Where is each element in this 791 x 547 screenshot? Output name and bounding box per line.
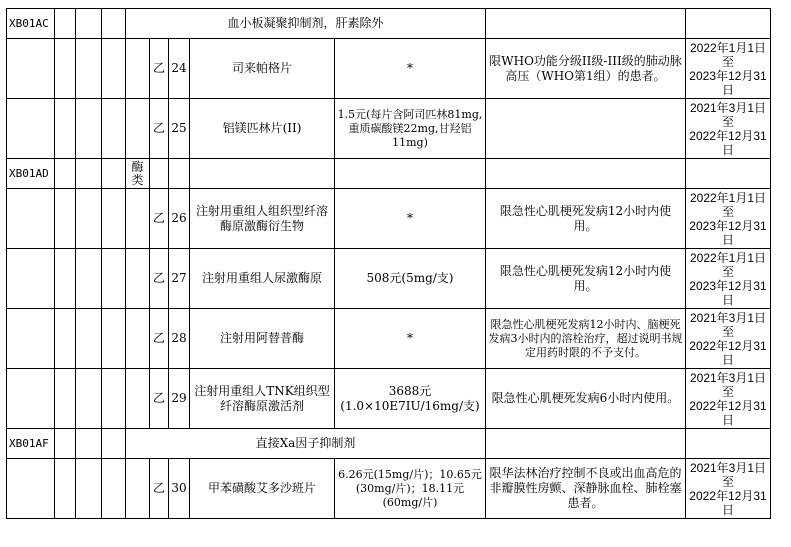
- date-to: 至: [721, 114, 734, 129]
- drug-category: 乙: [150, 249, 169, 309]
- empty-cell: [102, 429, 126, 459]
- drug-number: 27: [169, 249, 190, 309]
- date-end: 2022年12月31日: [689, 398, 767, 427]
- empty-cell: [486, 429, 686, 459]
- drug-validity: [686, 369, 771, 429]
- empty-cell: [126, 309, 150, 369]
- empty-cell: [102, 249, 126, 309]
- date-start: 2022年1月1日: [689, 250, 767, 265]
- drug-number: 29: [169, 369, 190, 429]
- empty-cell: [102, 459, 126, 519]
- drug-name: 甲苯磺酸艾多沙班片: [190, 459, 335, 519]
- empty-cell: [7, 99, 55, 159]
- empty-cell: [76, 99, 102, 159]
- date-to: 至: [721, 264, 734, 279]
- empty-cell: [102, 39, 126, 99]
- drug-limit: 限华法林治疗控制不良或出血高危的非瓣膜性房颤、深静脉血栓、肺栓塞患者。: [486, 459, 686, 519]
- section-title: 直接Xa因子抑制剂: [126, 429, 486, 459]
- empty-cell: [55, 159, 76, 189]
- empty-cell: [76, 249, 102, 309]
- empty-cell: [486, 9, 686, 39]
- empty-cell: [55, 99, 76, 159]
- drug-number: 28: [169, 309, 190, 369]
- empty-cell: [150, 159, 169, 189]
- empty-cell: [7, 189, 55, 249]
- empty-cell: [126, 249, 150, 309]
- empty-cell: [169, 159, 190, 189]
- drug-price: *: [335, 309, 486, 369]
- drug-row: [7, 189, 771, 249]
- empty-cell: [102, 369, 126, 429]
- date-start: 2021年3月1日: [689, 370, 767, 385]
- empty-cell: [55, 39, 76, 99]
- empty-cell: [102, 309, 126, 369]
- drug-number: 24: [169, 39, 190, 99]
- empty-cell: [55, 369, 76, 429]
- drug-validity: [686, 189, 771, 249]
- drug-price: *: [335, 39, 486, 99]
- date-start: 2022年1月1日: [689, 40, 767, 55]
- empty-cell: [55, 189, 76, 249]
- empty-cell: [126, 39, 150, 99]
- section-code: XB01AC: [7, 9, 55, 39]
- drug-validity: [686, 309, 771, 369]
- date-to: 至: [721, 204, 734, 219]
- section-row: [7, 159, 771, 189]
- drug-number: 26: [169, 189, 190, 249]
- empty-cell: [102, 9, 126, 39]
- empty-cell: [335, 159, 486, 189]
- empty-cell: [126, 99, 150, 159]
- date-start: 2021年3月1日: [689, 100, 767, 115]
- date-to: 至: [721, 324, 734, 339]
- drug-row: [7, 309, 771, 369]
- drug-row: [7, 369, 771, 429]
- empty-cell: [76, 429, 102, 459]
- section-code: XB01AF: [7, 429, 55, 459]
- empty-cell: [76, 369, 102, 429]
- drug-validity: [686, 39, 771, 99]
- drug-limit: 限急性心肌梗死发病12小时内、脑梗死发病3小时内的溶栓治疗，超过说明书规定用药时限的不予支付。: [486, 309, 686, 369]
- section-row: [7, 429, 771, 459]
- empty-cell: [76, 9, 102, 39]
- drug-list-table: [6, 8, 771, 519]
- empty-cell: [686, 9, 771, 39]
- drug-price: 508元(5mg/支): [335, 249, 486, 309]
- date-to: 至: [721, 474, 734, 489]
- drug-row: [7, 249, 771, 309]
- drug-row: [7, 459, 771, 519]
- empty-cell: [7, 249, 55, 309]
- empty-cell: [102, 99, 126, 159]
- drug-validity: [686, 459, 771, 519]
- empty-cell: [76, 459, 102, 519]
- date-start: 2021年3月1日: [689, 310, 767, 325]
- empty-cell: [486, 159, 686, 189]
- section-title: 酶类: [126, 159, 150, 189]
- empty-cell: [102, 159, 126, 189]
- empty-cell: [102, 189, 126, 249]
- empty-cell: [55, 309, 76, 369]
- empty-cell: [7, 369, 55, 429]
- date-end: 2023年12月31日: [689, 278, 767, 307]
- date-start: 2021年3月1日: [689, 460, 767, 475]
- section-row: [7, 9, 771, 39]
- drug-name: 注射用重组人尿激酶原: [190, 249, 335, 309]
- section-code: XB01AD: [7, 159, 55, 189]
- drug-category: 乙: [150, 39, 169, 99]
- drug-name: 注射用阿替普酶: [190, 309, 335, 369]
- drug-number: 30: [169, 459, 190, 519]
- empty-cell: [7, 39, 55, 99]
- empty-cell: [126, 459, 150, 519]
- date-end: 2022年12月31日: [689, 338, 767, 367]
- drug-name: 注射用重组人组织型纤溶酶原激酶衍生物: [190, 189, 335, 249]
- drug-category: 乙: [150, 369, 169, 429]
- drug-limit: 限急性心肌梗死发病12小时内使用。: [486, 249, 686, 309]
- drug-price: *: [335, 189, 486, 249]
- empty-cell: [76, 189, 102, 249]
- empty-cell: [126, 369, 150, 429]
- empty-cell: [55, 249, 76, 309]
- drug-limit: 限WHO功能分级II级-III级的肺动脉高压（WHO第1组）的患者。: [486, 39, 686, 99]
- drug-limit: [486, 99, 686, 159]
- date-to: 至: [721, 384, 734, 399]
- drug-name: 注射用重组人TNK组织型纤溶酶原激活剂: [190, 369, 335, 429]
- empty-cell: [55, 9, 76, 39]
- drug-category: 乙: [150, 309, 169, 369]
- section-title: 血小板凝聚抑制剂，肝素除外: [126, 9, 486, 39]
- date-start: 2022年1月1日: [689, 190, 767, 205]
- date-end: 2023年12月31日: [689, 68, 767, 97]
- empty-cell: [190, 159, 335, 189]
- drug-limit: 限急性心肌梗死发病6小时内使用。: [486, 369, 686, 429]
- empty-cell: [7, 309, 55, 369]
- drug-row: [7, 99, 771, 159]
- drug-validity: [686, 249, 771, 309]
- drug-price: 3688元(1.0×10E7IU/16mg/支): [335, 369, 486, 429]
- drug-category: 乙: [150, 189, 169, 249]
- drug-row: [7, 39, 771, 99]
- date-end: 2022年12月31日: [689, 488, 767, 517]
- empty-cell: [126, 189, 150, 249]
- drug-category: 乙: [150, 459, 169, 519]
- drug-number: 25: [169, 99, 190, 159]
- empty-cell: [76, 309, 102, 369]
- empty-cell: [55, 459, 76, 519]
- empty-cell: [55, 429, 76, 459]
- drug-name: 司来帕格片: [190, 39, 335, 99]
- empty-cell: [686, 429, 771, 459]
- empty-cell: [76, 159, 102, 189]
- drug-category: 乙: [150, 99, 169, 159]
- drug-name: 铝镁匹林片(II): [190, 99, 335, 159]
- drug-validity: [686, 99, 771, 159]
- drug-limit: 限急性心肌梗死发病12小时内使用。: [486, 189, 686, 249]
- empty-cell: [686, 159, 771, 189]
- date-end: 2022年12月31日: [689, 128, 767, 157]
- empty-cell: [7, 459, 55, 519]
- empty-cell: [76, 39, 102, 99]
- date-to: 至: [721, 54, 734, 69]
- drug-price: 1.5元(每片含阿司匹林81mg,重质碳酸镁22mg,甘羟铝11mg): [335, 99, 486, 159]
- date-end: 2023年12月31日: [689, 218, 767, 247]
- drug-price: 6.26元(15mg/片)；10.65元(30mg/片)；18.11元(60mg/片): [335, 459, 486, 519]
